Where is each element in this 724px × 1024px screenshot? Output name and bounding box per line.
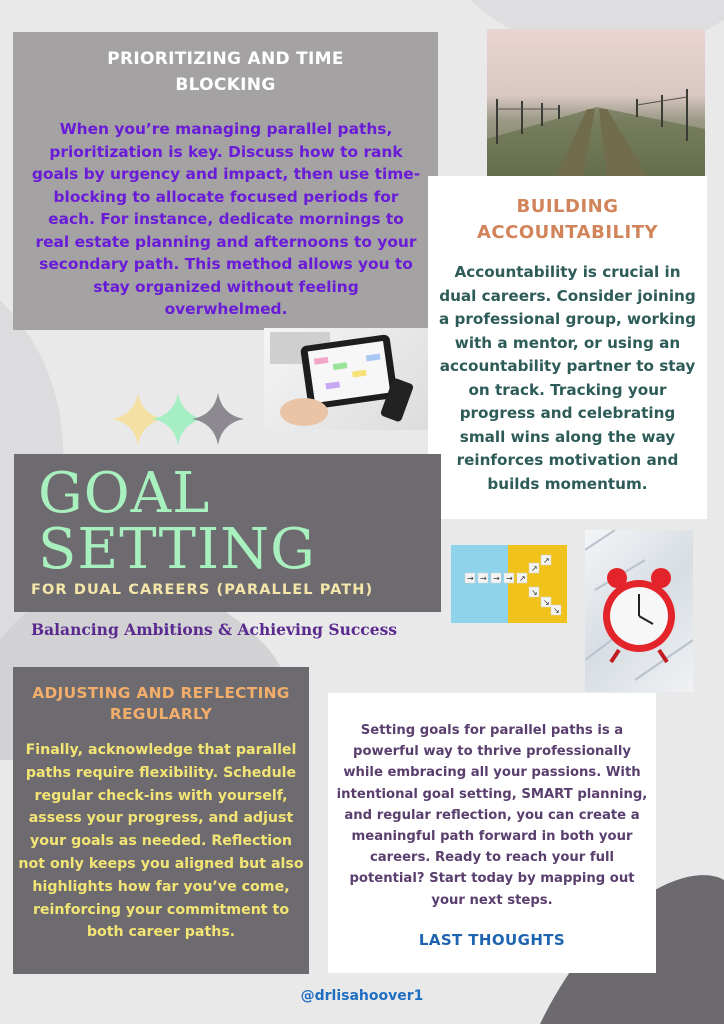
svg-text:↗: ↗ <box>531 564 538 573</box>
goal-title-line1: GOAL <box>38 461 211 526</box>
last-thoughts-section <box>328 693 656 973</box>
adjusting-section <box>13 667 309 974</box>
goal-setting-banner <box>14 454 441 612</box>
svg-text:↗: ↗ <box>543 556 550 565</box>
svg-text:↘: ↘ <box>531 588 538 597</box>
goal-subtitle: FOR DUAL CAREERS (PARALLEL PATH) <box>31 582 374 598</box>
prioritizing-title: PRIORITIZING AND TIME BLOCKING <box>107 49 344 95</box>
social-handle[interactable]: @drlisahoover1 <box>300 988 424 1004</box>
adjusting-title: ADJUSTING AND REFLECTING REGULARLY <box>32 684 290 723</box>
accountability-title: BUILDING ACCOUNTABILITY <box>476 196 659 243</box>
prioritizing-body: When you’re managing parallel paths, prioritization is key. Discuss how to rank goals by urgency and impact, then use time-blocking to allocate focused periods for each. For instance, dedicate mornings to real estate planning and afternoons to your secondary path. This method allows you to stay organized without feeling overwhelmed. <box>31 120 421 318</box>
red-alarm-clock-photo <box>585 530 693 692</box>
last-thoughts-title: LAST THOUGHTS <box>418 931 566 949</box>
svg-text:→: → <box>480 574 487 583</box>
accountability-body: Accountability is crucial in dual careers. Consider joining a professional group, working with a mentor, or using an accountability partner to stay on track. Tracking your progress and celebrating small wins along the way reinforces motivation and builds momentum. <box>439 263 696 493</box>
tablet-calendar-photo <box>264 328 430 430</box>
sparkle-stars-icon <box>112 393 252 445</box>
adjusting-body: Finally, acknowledge that parallel paths require flexibility. Schedule regular check-ins with yourself, assess your progress, and adjust your goals as needed. Reflection not only keeps you aligned but also highlights how far you’ve come, reinforcing your commitment to both career paths. <box>18 742 304 941</box>
arrow-blocks-photo <box>451 545 567 623</box>
svg-text:↗: ↗ <box>519 574 526 583</box>
svg-text:↘: ↘ <box>543 598 550 607</box>
misty-road-photo <box>487 29 705 176</box>
svg-text:→: → <box>506 574 513 583</box>
last-thoughts-body: Setting goals for parallel paths is a powerful way to thrive professionally while embracing all your passions. With intentional goal setting, SMART planning, and regular reflection, you can create a meaningful path forward in both your careers. Ready to reach your full potential? Start today by mapping out your next steps. <box>336 723 648 908</box>
svg-text:→: → <box>467 574 474 583</box>
accountability-section <box>428 176 707 519</box>
prioritizing-section <box>13 32 438 330</box>
svg-text:→: → <box>493 574 500 583</box>
goal-title-line2: SETTING <box>38 517 316 582</box>
svg-text:↘: ↘ <box>553 606 560 615</box>
tagline: Balancing Ambitions & Achieving Success <box>31 620 398 639</box>
